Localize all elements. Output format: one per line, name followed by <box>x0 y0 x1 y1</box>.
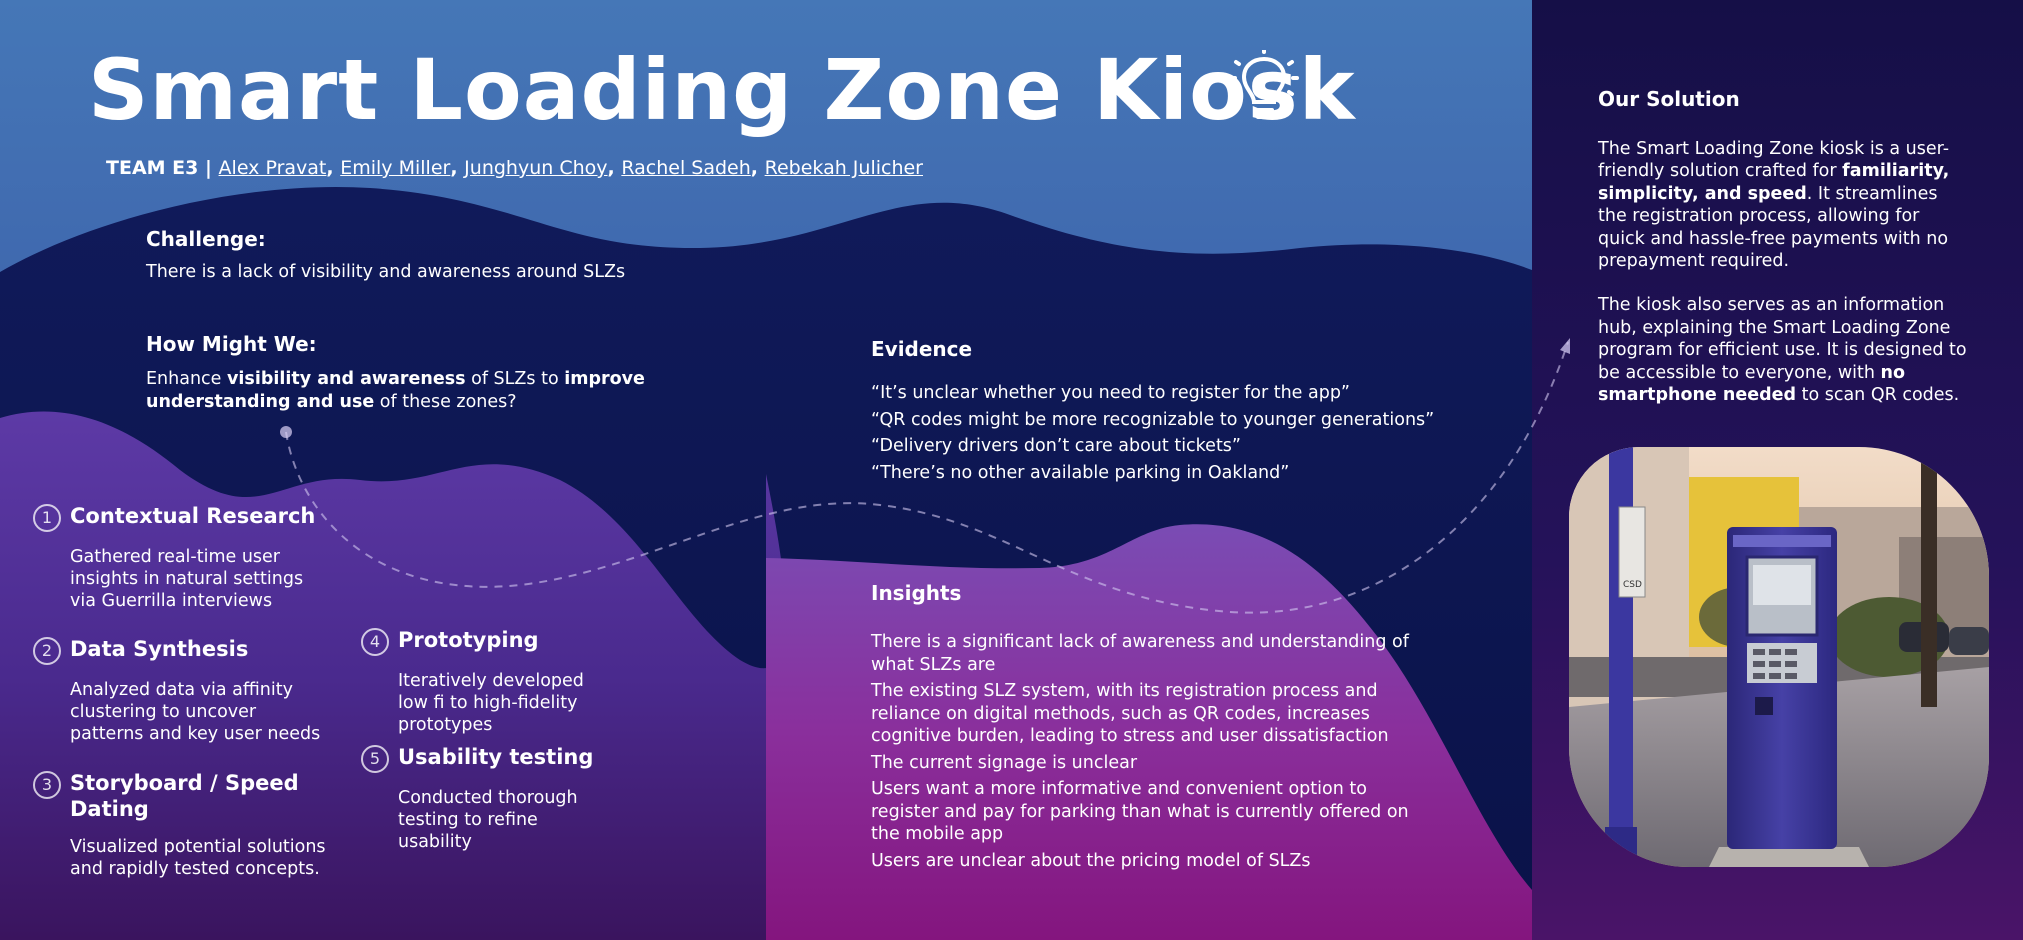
challenge-section <box>146 227 706 284</box>
sign-label: CSD <box>1623 580 1642 590</box>
process-step <box>33 770 333 880</box>
process-step <box>361 744 601 853</box>
step-number: 3 <box>33 771 61 799</box>
challenge-heading: Challenge: <box>146 227 266 251</box>
team-member-link[interactable]: Alex Pravat <box>218 157 327 179</box>
insight-item: There is a significant lack of awareness and understanding of what SLZs are <box>871 632 1409 675</box>
step-number: 4 <box>361 628 389 656</box>
solution-emphasis: familiarity, simplicity, and speed <box>1598 161 1950 204</box>
separator: , <box>326 157 341 179</box>
solution-section <box>1598 87 1968 406</box>
hmw-emphasis: improve understanding and use <box>146 369 645 412</box>
process-step <box>361 627 601 736</box>
insight-item: Users are unclear about the pricing model of SLZs <box>871 850 1311 871</box>
solution-text-part: to scan QR codes. <box>1796 385 1960 406</box>
step-description: Gathered real-time user insights in natural settings via Guerrilla interviews <box>70 547 304 611</box>
process-step <box>33 636 333 745</box>
hmw-heading: How Might We: <box>146 332 317 356</box>
solution-text-part: The kiosk also serves as an information hub, explaining the Smart Loading Zone program for efficient use. It is designed to be accessible to everyone, with <box>1598 295 1967 383</box>
challenge-text: There is a lack of visibility and awareness around SLZs <box>146 262 626 282</box>
step-title: Storyboard / Speed Dating <box>70 771 299 821</box>
evidence-quote: “There’s no other available parking in Oakland” <box>871 462 1290 483</box>
step-title: Data Synthesis <box>70 637 249 661</box>
lightbulb-icon <box>1228 50 1300 126</box>
insight-item: The current signage is unclear <box>871 752 1138 773</box>
team-member-link[interactable]: Junghyun Choy <box>464 157 608 179</box>
step-number: 2 <box>33 637 61 665</box>
step-number: 1 <box>33 504 61 532</box>
process-step <box>33 503 333 612</box>
step-description: Visualized potential solutions and rapidly tested concepts. <box>70 837 326 879</box>
team-member-link[interactable]: Rebekah Julicher <box>764 157 923 179</box>
evidence-quote: “Delivery drivers don’t care about tickets” <box>871 436 1241 456</box>
step-title: Contextual Research <box>70 504 316 528</box>
step-description: Iteratively developed low fi to high-fidelity prototypes <box>398 671 584 735</box>
solution-text-part: The Smart Loading Zone kiosk is a user-friendly solution crafted for <box>1598 139 1950 182</box>
hmw-text-part: Enhance <box>146 369 228 389</box>
evidence-quotes <box>871 382 1471 484</box>
evidence-heading: Evidence <box>871 337 973 361</box>
step-description: Conducted thorough testing to refine usability <box>398 788 578 852</box>
insight-item: The existing SLZ system, with its registration process and reliance on digital methods, such as QR codes, increases cognitive burden, leading to stress and user dissatisfaction <box>871 681 1389 746</box>
evidence-quote: “It’s unclear whether you need to register for the app” <box>871 383 1351 403</box>
hmw-text <box>146 368 666 413</box>
separator: , <box>750 157 765 179</box>
poster-title: Smart Loading Zone Kiosk <box>88 41 1356 139</box>
step-title: Prototyping <box>398 628 539 652</box>
solution-heading: Our Solution <box>1598 87 1740 111</box>
step-number: 5 <box>361 745 389 773</box>
hmw-text-part: of these zones? <box>374 391 517 412</box>
step-title: Usability testing <box>398 745 594 769</box>
separator: , <box>607 157 622 179</box>
evidence-quote: “QR codes might be more recognizable to younger generations” <box>871 409 1435 430</box>
kiosk-street-illustration <box>1569 447 1989 867</box>
team-member-link[interactable]: Emily Miller <box>340 157 451 179</box>
team-credits <box>106 157 923 179</box>
insights-section <box>871 581 1411 876</box>
insight-item: Users want a more informative and convenient option to register and pay for parking than what is currently offered on the mobile app <box>871 779 1409 844</box>
step-description: Analyzed data via affinity clustering to uncover patterns and key user needs <box>70 680 321 744</box>
separator: , <box>450 157 465 179</box>
insights-heading: Insights <box>871 581 962 605</box>
team-member-link[interactable]: Rachel Sadeh <box>621 157 751 179</box>
hmw-text-part: of SLZs to <box>465 369 565 389</box>
evidence-section <box>871 337 1471 488</box>
kiosk-photo <box>1569 447 1989 867</box>
solution-paragraph <box>1598 138 1968 272</box>
solution-paragraph <box>1598 294 1968 406</box>
hmw-emphasis: visibility and awareness <box>227 369 466 389</box>
team-label: TEAM E3 | <box>106 157 219 179</box>
solution-text-part: . It streamlines the registration process, allowing for quick and hassle-free payments with no prepayment required. <box>1598 183 1949 272</box>
insights-list <box>871 631 1411 872</box>
hmw-section <box>146 332 666 413</box>
solution-emphasis: no smartphone needed <box>1598 362 1906 406</box>
